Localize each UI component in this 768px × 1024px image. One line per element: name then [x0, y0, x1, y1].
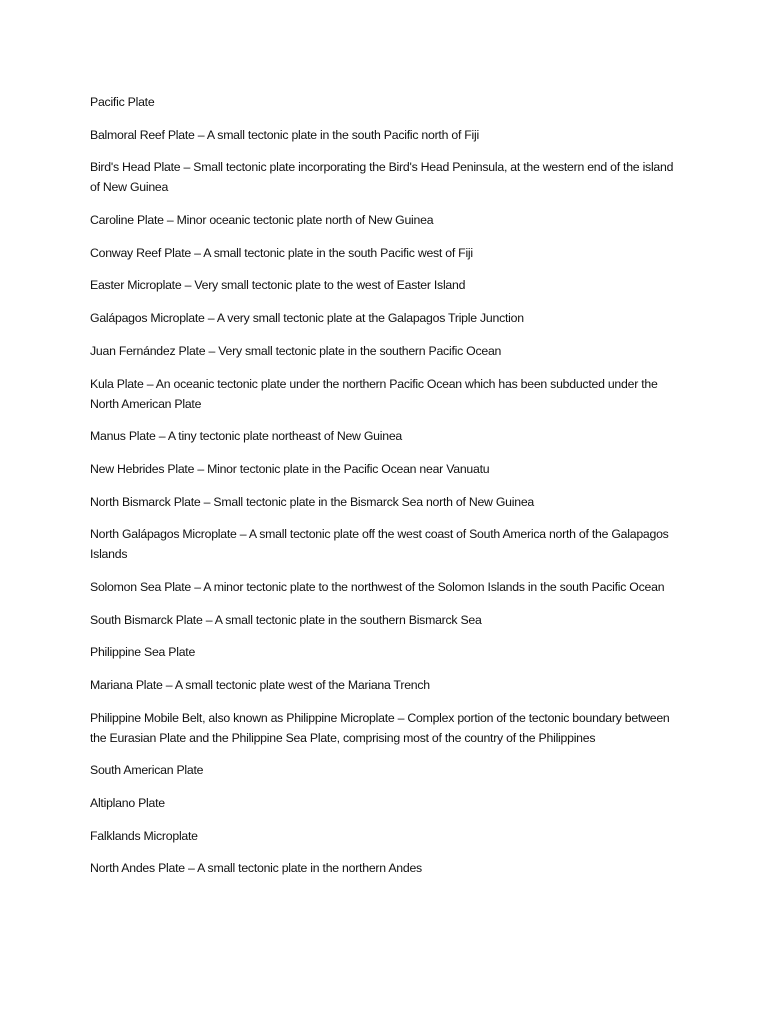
paragraph-kula-plate: Kula Plate – An oceanic tectonic plate under the northern Pacific Ocean which has been subducted under the North American Plate	[90, 376, 658, 411]
paragraph-north-bismarck-plate: North Bismarck Plate – Small tectonic plate in the Bismarck Sea north of New Guinea	[90, 494, 535, 509]
paragraph-falklands-microplate: Falklands Microplate	[90, 828, 198, 843]
paragraph-north-andes-plate: North Andes Plate – A small tectonic plate in the northern Andes	[90, 861, 422, 876]
paragraph-conway-reef-plate: Conway Reef Plate – A small tectonic plate in the south Pacific west of Fiji	[90, 245, 473, 260]
paragraph-new-hebrides-plate: New Hebrides Plate – Minor tectonic plate in the Pacific Ocean near Vanuatu	[90, 461, 490, 476]
paragraph-solomon-sea-plate: Solomon Sea Plate – A minor tectonic plate to the northwest of the Solomon Islands in the south Pacific Ocean	[90, 579, 665, 594]
paragraph-south-american-plate: South American Plate	[90, 763, 204, 778]
paragraph-mariana-plate: Mariana Plate – A small tectonic plate west of the Mariana Trench	[90, 678, 430, 692]
paragraph-balmoral-reef-plate: Balmoral Reef Plate – A small tectonic plate in the south Pacific north of Fiji	[90, 127, 479, 142]
paragraph-juan-fernandez-plate: Juan Fernández Plate – Very small tectonic plate in the southern Pacific Ocean	[90, 343, 502, 358]
paragraph-manus-plate: Manus Plate – A tiny tectonic plate northeast of New Guinea	[90, 429, 402, 444]
paragraph-easter-microplate: Easter Microplate – Very small tectonic plate to the west of Easter Island	[90, 278, 466, 293]
paragraph-caroline-plate: Caroline Plate – Minor oceanic tectonic plate north of New Guinea	[90, 213, 434, 228]
paragraph-north-galapagos-microplate: North Galápagos Microplate – A small tectonic plate off the west coast of South America north of the Galapagos Islands	[90, 527, 669, 562]
paragraph-philippine-sea-plate: Philippine Sea Plate	[90, 645, 196, 660]
paragraph-altiplano-plate: Altiplano Plate	[90, 796, 165, 811]
paragraph-pacific-plate: Pacific Plate	[90, 95, 155, 109]
paragraph-philippine-mobile-belt: Philippine Mobile Belt, also known as Philippine Microplate – Complex portion of the tectonic boundary between the Eurasian Plate and the Philippine Sea Plate, comprising most of the country of the Philippines	[90, 710, 670, 745]
paragraph-south-bismarck-plate: South Bismarck Plate – A small tectonic plate in the southern Bismarck Sea	[90, 612, 482, 627]
paragraph-galapagos-microplate: Galápagos Microplate – A very small tectonic plate at the Galapagos Triple Junction	[90, 311, 524, 326]
document-body	[90, 92, 680, 891]
paragraph-birds-head-plate: Bird's Head Plate – Small tectonic plate incorporating the Bird's Head Peninsula, at the western end of the island of New Guinea	[90, 160, 674, 195]
